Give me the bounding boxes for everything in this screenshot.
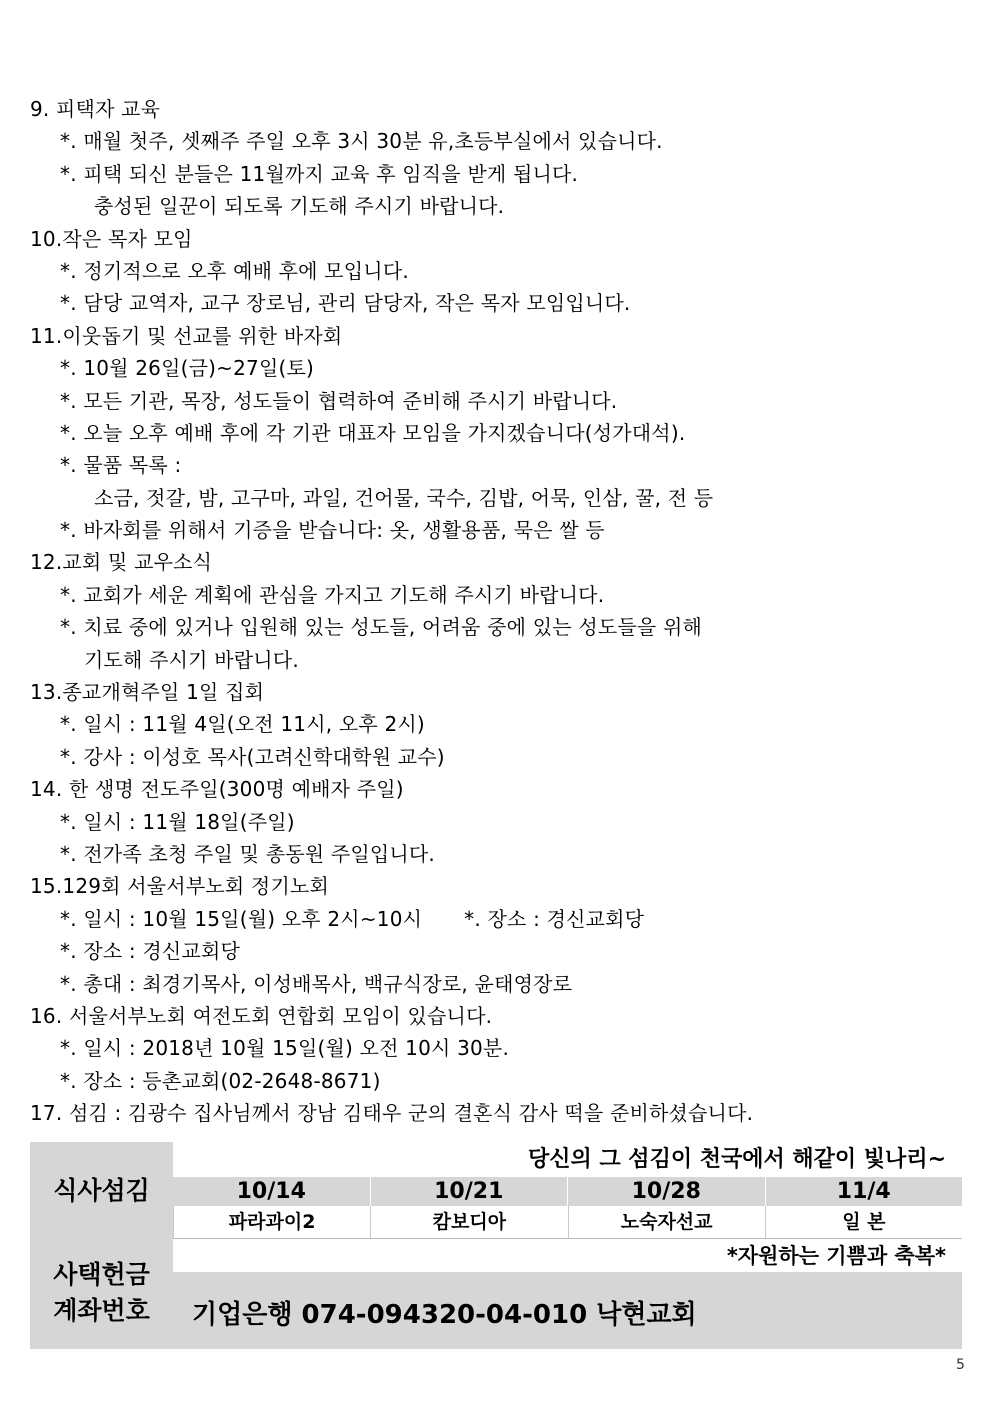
motto-text: 당신의 그 섬김이 천국에서 해같이 빛나리~ [527,1147,946,1172]
list-item-continuation: 소금, 젓갈, 밤, 고구마, 과일, 건어물, 국수, 김밥, 어묵, 인삼, 꿀, 전 등 [94,485,714,510]
section-heading: 13.종교개혁주일 1일 집회 [30,680,265,705]
section-heading: 15.129회 서울서부노회 정기노회 [30,874,330,899]
list-item: *. 총대 : 최경기목사, 이성배목사, 백규식장로, 윤태영장로 [60,971,573,996]
page-number: 5 [956,1357,965,1373]
list-item: *. 치료 중에 있거나 입원해 있는 성도들, 어려움 중에 있는 성도들을 위해 [60,615,703,640]
list-item: *. 장소 : 경신교회당 [60,939,241,964]
bank-account: 기업은행 074-094320-04-010 낙현교회 [192,1300,697,1330]
list-item: *. 장소 : 경신교회당 [464,906,645,931]
list-item-continuation: 기도해 주시기 바랍니다. [84,647,299,672]
section-heading: 16. 서울서부노회 여전도회 연합회 모임이 있습니다. [30,1003,493,1028]
list-item: *. 매월 첫주, 셋째주 주일 오후 3시 30분 유,초등부실에서 있습니다. [60,129,663,154]
place-cell: 파라과이2 [173,1206,370,1238]
list-item: *. 모든 기관, 목장, 성도들이 협력하여 준비해 주시기 바랍니다. [60,388,618,413]
announcements [30,93,970,1130]
section-heading: 9. 피택자 교육 [30,97,161,121]
list-item: *. 오늘 오후 예배 후에 각 기관 대표자 모임을 가지겠습니다(성가대석). [60,420,686,445]
section-heading: 11.이웃돕기 및 선교를 위한 바자회 [30,323,343,348]
list-item-row [30,903,970,935]
list-item: *. 정기적으로 오후 예배 후에 모입니다. [60,258,409,283]
list-item: *. 강사 : 이성호 목사(고려신학대학원 교수) [60,744,445,769]
place-cell: 노숙자선교 [568,1206,765,1238]
list-item: *. 물품 목록 : [60,453,182,478]
list-item: *. 전가족 초청 주일 및 총동원 주일입니다. [60,841,435,866]
place-cell: 캄보디아 [370,1206,567,1238]
service-info-box [30,1142,962,1349]
offering-label: 사택헌금 [53,1260,150,1289]
list-item: *. 일시 : 10월 15일(월) 오후 2시~10시 [60,906,423,931]
section-heading: 17. 섬김 : 김광수 집사님께서 장남 김태우 군의 결혼식 감사 떡을 준비하셨습니다. [30,1101,754,1126]
meal-service-label: 식사섬김 [53,1176,150,1205]
list-item: *. 바자회를 위해서 기증을 받습니다: 옷, 생활용품, 묵은 쌀 등 [60,518,605,543]
list-item: *. 피택 되신 분들은 11월까지 교육 후 임직을 받게 됩니다. [60,161,579,186]
list-item: *. 일시 : 11월 18일(주일) [60,809,295,834]
motto-row [173,1142,962,1177]
list-item: *. 일시 : 11월 4일(오전 11시, 오후 2시) [60,712,425,737]
places-row [173,1206,962,1238]
date-cell: 10/21 [370,1177,568,1206]
date-cell: 11/4 [765,1177,963,1206]
list-item: *. 10월 26일(금)~27일(토) [60,356,314,381]
section-heading: 14. 한 생명 전도주일(300명 예배자 주일) [30,777,404,802]
thanks-text: *자원하는 기쁨과 축복* [726,1244,946,1268]
place-cell: 일 본 [765,1206,962,1238]
list-item: *. 장소 : 등촌교회(02-2648-8671) [60,1068,381,1093]
list-item-continuation: 충성된 일꾼이 되도록 기도해 주시기 바랍니다. [94,194,505,219]
list-item: *. 일시 : 2018년 10월 15일(월) 오전 10시 30분. [60,1036,510,1061]
dates-row [173,1177,962,1206]
section-heading: 10.작은 목자 모임 [30,226,193,251]
section-heading: 12.교회 및 교우소식 [30,550,213,575]
list-item: *. 담당 교역자, 교구 장로님, 관리 담당자, 작은 목자 모임입니다. [60,291,631,316]
thanks-row [173,1238,962,1272]
account-label: 계좌번호 [53,1296,150,1325]
date-cell: 10/28 [567,1177,765,1206]
list-item: *. 교회가 세운 계획에 관심을 가지고 기도해 주시기 바랍니다. [60,582,605,607]
date-cell: 10/14 [236,1179,306,1204]
